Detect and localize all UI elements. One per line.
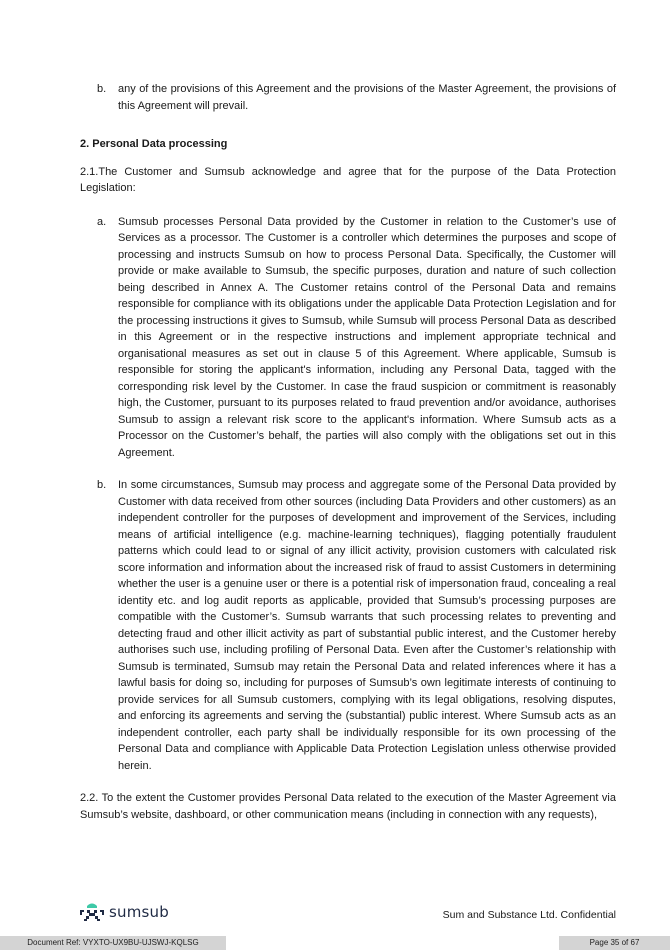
clause-1-list-item-b xyxy=(80,81,616,114)
clause-2-1-item-b xyxy=(80,477,616,774)
logo-wordmark: sumsub xyxy=(109,903,169,921)
page-content xyxy=(80,81,616,823)
list-marker: b. xyxy=(97,479,107,491)
section-heading: 2. Personal Data processing xyxy=(80,138,228,150)
list-item-text: Sumsub processes Personal Data provided by the Customer in relation to the Customer’s use of Services as a processor. The Customer is a controller which determines the purposes and scope of processing and instructs Sumsub on how to process Personal Data. Specifically, the Customer will provide or make available to Sumsub, the specific purposes, duration and nature of such collection being described in Annex A. The Customer retains control of the Personal Data and remains responsible for compliance with its obligations under the applicable Data Protection Legislation and for the processing instructions it gives to Sumsub, while Sumsub will process Personal Data as described in this Agreement or in the respective instructions and implement appropriate technical and organisational measures as set out in clause 5 of this Agreement. Where applicable, Sumsub is responsible for storing the applicant's information, including any Personal Data, tagged with the corresponding risk level by the Customer. In case the fraud suspicion or commitment is reasonably high, the Customer, pursuant to its purposes related to fraud prevention and/or avoidance, authorises Sumsub to assign a relevant risk score to the applicant's information. Where Sumsub acts as a Processor on the Customer’s behalf, the parties will also comply with the obligations set out in this Agreement. xyxy=(118,215,616,459)
confidential-notice: Sum and Substance Ltd. Confidential xyxy=(442,909,616,921)
list-marker: b. xyxy=(97,83,107,95)
clause-2-1-item-a xyxy=(80,214,616,462)
page-indicator: Page 35 of 67 xyxy=(559,936,670,950)
footer-logo xyxy=(79,901,169,923)
clause-2-2: 2.2. To the extent the Customer provides Personal Data related to the execution of the Master Agreement via Sumsub’s website, dashboard, or other communication means (including in connection with any requests), xyxy=(80,792,616,821)
list-item-text: In some circumstances, Sumsub may process and aggregate some of the Personal Data provided by Customer with data received from other sources (including Data Providers and other customers) as an independent controller for the purposes of development and improvement of the Services, including means of artificial intelligence (e.g. machine-learning techniques), flagging potentially fraudulent patterns which could lead to or signal of any illicit activity, provision customers with calculated risk score information and information about the increased risk of fraud to assist Customers in determining whether the user is a genuine user or there is a potential risk of impersonation fraud, concealing a real identity etc. and log audit reports as applicable, provided that Sumsub’s processing purposes are compatible with the Customer’s. Sumsub warrants that such processing relates to preventing and detecting fraud and other illicit activity as part of substantial public interest, and the Customer hereby authorises such use, including profiling of Personal Data. Even after the Customer’s relationship with Sumsub is terminated, Sumsub may retain the Personal Data and related inferences where it has a lawful basis for doing so, including for purposes of Sumsub’s own legitimate interests of continuing to provide services for all Sumsub customers, complying with its legal obligations, resolving disputes, and enforcing its agreements and serving the (substantial) public interest. Where Sumsub acts as an independent controller, each party shall be individually responsible for its own processing of the Personal Data and compliance with Applicable Data Protection Legislation unless otherwise provided herein. xyxy=(118,479,616,772)
document-ref-bar: Document Ref: VYXTO-UX9BU-UJSWJ-KQLSG xyxy=(0,936,226,950)
clause-2-1: 2.1.The Customer and Sumsub acknowledge and agree that for the purpose of the Data Protection Legislation: xyxy=(80,165,616,194)
sumsub-logo-icon xyxy=(79,901,105,923)
list-item-text: any of the provisions of this Agreement and the provisions of the Master Agreement, the provisions of this Agreement will prevail. xyxy=(118,83,616,112)
list-marker: a. xyxy=(97,215,107,228)
